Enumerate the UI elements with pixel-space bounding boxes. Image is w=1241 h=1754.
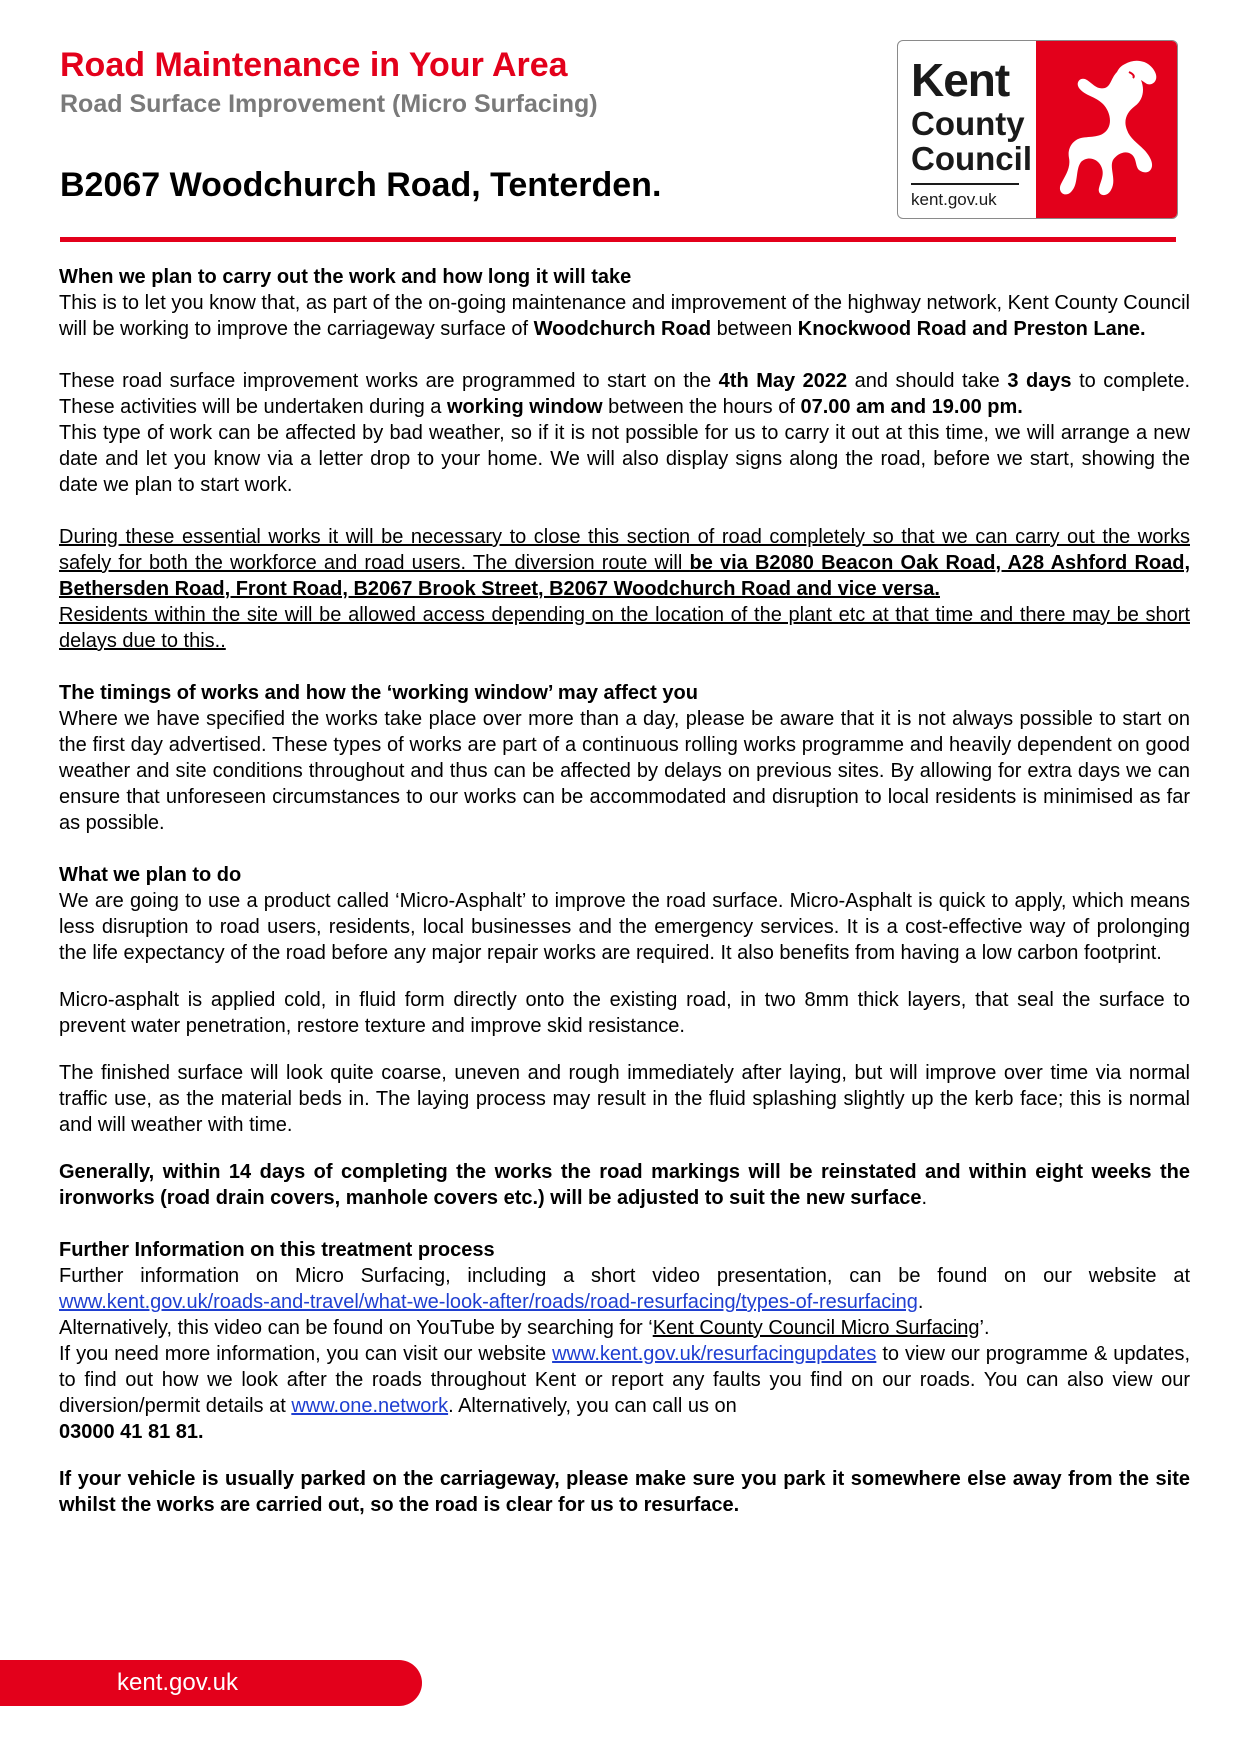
page-subtitle: Road Surface Improvement (Micro Surfacing): [60, 90, 598, 118]
text: . Alternatively, you can call us on: [448, 1395, 737, 1417]
phone-number: 03000 41 81 81.: [59, 1421, 204, 1443]
section-heading: [59, 680, 1190, 706]
paragraph: [59, 368, 1190, 420]
paragraph: Where we have specified the works take place over more than a day, please be aware that it is not always possible to start on the first day advertised. These types of works are part of a continuous rolling works programme and heavily dependent on good weather and site conditions throughout and thus can be affected by delays on previous sites. By allowing for extra days we can ensure that unforeseen circumstances to our works can be accommodated and disruption to local residents is minimised as far as possible.: [59, 708, 1190, 834]
text: between: [711, 318, 798, 340]
diversion-route: be via B2080 Beacon Oak Road, A28 Ashford Road, Bethersden Road, Front Road, B2067 Brook Street, B2067 Woodchurch Road and vice versa.: [59, 552, 1190, 600]
text: If you need more information, you can visit our website: [59, 1343, 553, 1365]
logo-line-county: County: [911, 105, 1025, 142]
section-heading: [59, 862, 1190, 888]
text: Alternatively, this video can be found on YouTube by searching for ‘: [59, 1317, 653, 1339]
header-divider: [60, 237, 1176, 242]
working-hours: 07.00 am and 19.00 pm.: [800, 396, 1023, 418]
page-title: Road Maintenance in Your Area: [60, 46, 568, 84]
paragraph: [59, 1263, 1190, 1315]
section-heading: [59, 1237, 1190, 1263]
text: During these essential works it will be necessary to close this section of road completely so that we can carry out the works safely for both the workforce and road users. The diversion route will: [59, 526, 1190, 574]
text-bold: Generally, within 14 days of completing the works the road markings will be reinstated and within eight weeks the ironworks (road drain covers, manhole covers etc.) will be adjusted to suit the new surface: [59, 1161, 1190, 1209]
heading-text: When we plan to carry out the work and how long it will take: [59, 266, 632, 288]
heading-text: What we plan to do: [59, 864, 242, 886]
paragraph: We are going to use a product called ‘Micro-Asphalt’ to improve the road surface. Micro-Asphalt is quick to apply, which means less disruption to road users, residents, local businesses and the emergency services. It is a cost-effective way of prolonging the life expectancy of the road before any major repair works are required. It also benefits from having a low carbon footprint.: [59, 890, 1190, 964]
footer-banner: [0, 1660, 422, 1706]
access-paragraph: Residents within the site will be allowed access depending on the location of the plant etc at that time and there may be short delays due to this..: [59, 604, 1190, 652]
notice-body: [59, 264, 1190, 1518]
text: to view our programme & updates, to find out how we look after the roads throughout Kent or report any faults you find on our roads. You can also view our diversion/permit details at: [59, 1343, 1190, 1417]
heading-text: Further Information on this treatment process: [59, 1239, 495, 1261]
one-network-link[interactable]: www.one.network: [291, 1395, 449, 1417]
text: This is to let you know that, as part of the on-going maintenance and improvement of the highway network, Kent County Council will be working to improve the carriageway surface of: [59, 292, 1190, 340]
text-bold: Woodchurch Road: [533, 318, 712, 340]
white-horse-icon: [1036, 41, 1177, 218]
diversion-paragraph: [59, 524, 1190, 602]
text-bold: Knockwood Road and Preston Lane.: [797, 318, 1146, 340]
parking-notice: [59, 1466, 1190, 1518]
logo-line-kent: Kent: [911, 54, 1010, 106]
paragraph: [59, 1159, 1190, 1211]
heading-text: The timings of works and how the ‘working window’ may affect you: [59, 682, 698, 704]
text: ’.: [979, 1317, 990, 1339]
text: .: [917, 1291, 924, 1313]
logo-text: [898, 41, 1036, 218]
road-name: B2067 Woodchurch Road, Tenterden.: [60, 166, 662, 204]
resurfacing-updates-link[interactable]: www.kent.gov.uk/resurfacingupdates: [552, 1343, 877, 1365]
start-date: 4th May 2022: [718, 370, 848, 392]
text: Further information on Micro Surfacing, including a short video presentation, can be found on our website at: [59, 1265, 1190, 1287]
paragraph: [59, 1315, 1190, 1341]
text: and should take: [847, 370, 1008, 392]
text: between the hours of: [602, 396, 801, 418]
paragraph: The finished surface will look quite coarse, uneven and rough immediately after laying, but will improve over time via normal traffic use, as the material beds in. The laying process may result in the fluid splashing slightly up the kerb face; this is normal and will weather with time.: [59, 1062, 1190, 1136]
paragraph: This type of work can be affected by bad weather, so if it is not possible for us to carry it out at this time, we will arrange a new date and let you know via a letter drop to your home. We will also display signs along the road, before we start, showing the date we plan to start work.: [59, 422, 1190, 496]
text: to complete. These activities will be undertaken during a: [59, 370, 1190, 418]
paragraph: Micro-asphalt is applied cold, in fluid form directly onto the existing road, in two 8mm thick layers, that seal the surface to prevent water penetration, restore texture and improve skid resistance.: [59, 989, 1190, 1037]
logo-line-council: Council: [911, 140, 1032, 177]
kent-county-council-logo: [897, 40, 1178, 219]
footer-url: kent.gov.uk: [117, 1669, 238, 1696]
text: .: [921, 1187, 928, 1209]
logo-url: kent.gov.uk: [911, 183, 1019, 208]
paragraph: [59, 1341, 1190, 1445]
resurfacing-types-link[interactable]: www.kent.gov.uk/roads-and-travel/what-we-look-after/roads/road-resurfacing/types-of-resurfacing: [59, 1291, 918, 1313]
text-bold: working window: [447, 396, 603, 418]
section-heading: [59, 264, 1190, 290]
text-bold: If your vehicle is usually parked on the carriageway, please make sure you park it somewhere else away from the site whilst the works are carried out, so the road is clear for us to resurface.: [59, 1468, 1190, 1516]
youtube-search-term: Kent County Council Micro Surfacing: [652, 1317, 980, 1339]
duration: 3 days: [1007, 370, 1072, 392]
text: These road surface improvement works are programmed to start on the: [59, 370, 719, 392]
paragraph: [59, 290, 1190, 342]
